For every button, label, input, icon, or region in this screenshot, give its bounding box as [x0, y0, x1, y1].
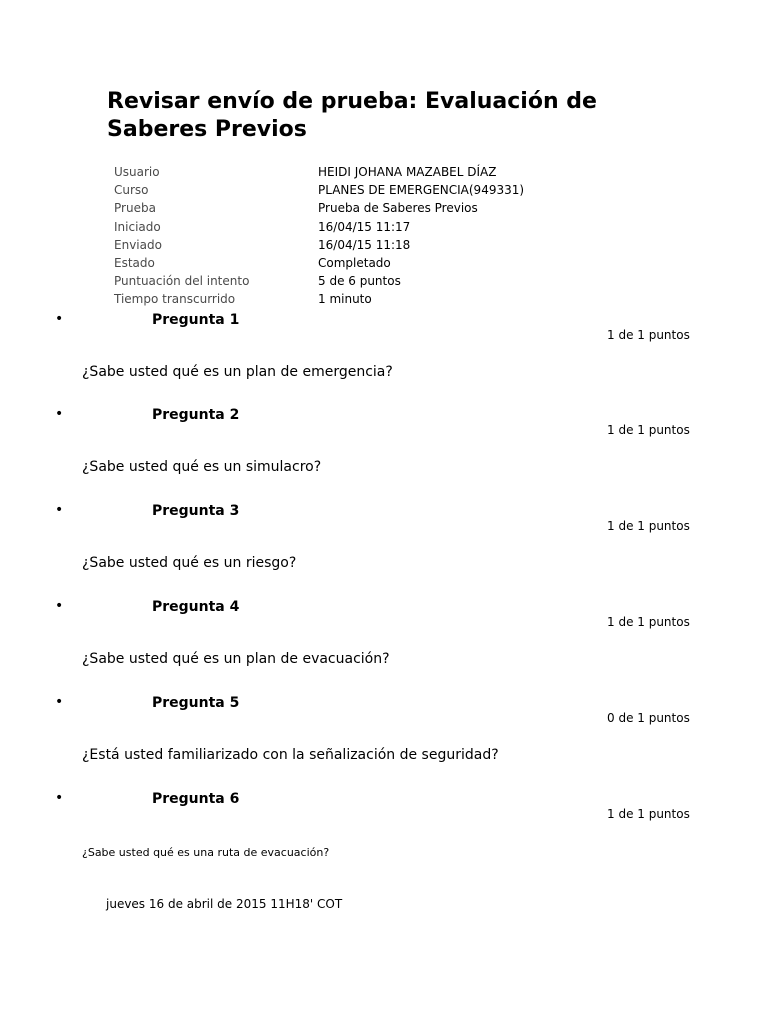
question-heading: Pregunta 5: [152, 695, 240, 711]
question-heading: Pregunta 1: [152, 312, 240, 328]
page-title: Revisar envío de prueba: Evaluación de Saberes Previos: [107, 89, 597, 142]
question-item-5: [0, 694, 768, 790]
question-heading: Pregunta 2: [152, 407, 240, 423]
info-label: Enviado: [114, 237, 162, 252]
bullet-marker: •: [55, 790, 64, 806]
info-label: Curso: [114, 183, 149, 198]
question-item-1: [0, 311, 768, 407]
info-row-enviado: [114, 236, 524, 254]
info-row-prueba: [114, 199, 524, 217]
info-value: PLANES DE EMERGENCIA(949331): [318, 183, 525, 198]
info-row-puntuacion: [114, 272, 524, 290]
question-text: ¿Sabe usted qué es un plan de emergencia?: [82, 364, 393, 380]
question-score: 0 de 1 puntos: [607, 711, 690, 725]
question-score: 1 de 1 puntos: [607, 423, 690, 437]
question-score: 1 de 1 puntos: [607, 328, 690, 342]
info-label: Usuario: [114, 165, 160, 179]
question-score: 1 de 1 puntos: [607, 519, 690, 533]
question-item-2: [0, 406, 768, 502]
question-text: ¿Está usted familiarizado con la señalización de seguridad?: [82, 747, 499, 763]
info-row-iniciado: [114, 218, 524, 236]
info-label: Tiempo transcurrido: [114, 292, 236, 307]
question-text: ¿Sabe usted qué es un riesgo?: [82, 555, 297, 571]
info-row-tiempo: [114, 290, 524, 308]
info-label: Puntuación del intento: [114, 274, 250, 289]
info-value: Prueba de Saberes Previos: [318, 201, 478, 216]
info-row-curso: [114, 181, 524, 199]
bullet-marker: •: [55, 694, 64, 710]
info-label: Iniciado: [114, 219, 161, 234]
bullet-marker: •: [55, 598, 64, 614]
question-item-3: [0, 502, 768, 598]
info-label: Prueba: [114, 201, 156, 216]
question-text: ¿Sabe usted qué es un simulacro?: [82, 459, 322, 475]
bullet-marker: •: [55, 311, 64, 327]
question-heading: Pregunta 6: [152, 791, 240, 807]
info-value: 16/04/15 11:17: [318, 219, 411, 234]
info-value: Completado: [318, 256, 391, 271]
footer-date: jueves 16 de abril de 2015 11H18' COT: [106, 897, 343, 911]
question-text: ¿Sabe usted qué es un plan de evacuación?: [82, 651, 390, 667]
info-row-estado: [114, 254, 524, 272]
info-label: Estado: [114, 256, 155, 271]
bullet-marker: •: [55, 406, 64, 422]
question-score: 1 de 1 puntos: [607, 615, 690, 629]
submission-info-table: [114, 163, 524, 309]
info-value: 1 minuto: [318, 292, 372, 307]
question-text: ¿Sabe usted qué es una ruta de evacuación?: [82, 846, 330, 859]
question-item-6: [0, 790, 768, 886]
info-value: 5 de 6 puntos: [318, 274, 401, 289]
info-value: 16/04/15 11:18: [318, 237, 411, 252]
bullet-marker: •: [55, 502, 64, 518]
question-heading: Pregunta 4: [152, 599, 240, 615]
question-heading: Pregunta 3: [152, 503, 240, 519]
question-score: 1 de 1 puntos: [607, 807, 690, 821]
question-item-4: [0, 598, 768, 694]
info-row-usuario: [114, 163, 524, 181]
info-value: HEIDI JOHANA MAZABEL DÍAZ: [318, 165, 497, 179]
